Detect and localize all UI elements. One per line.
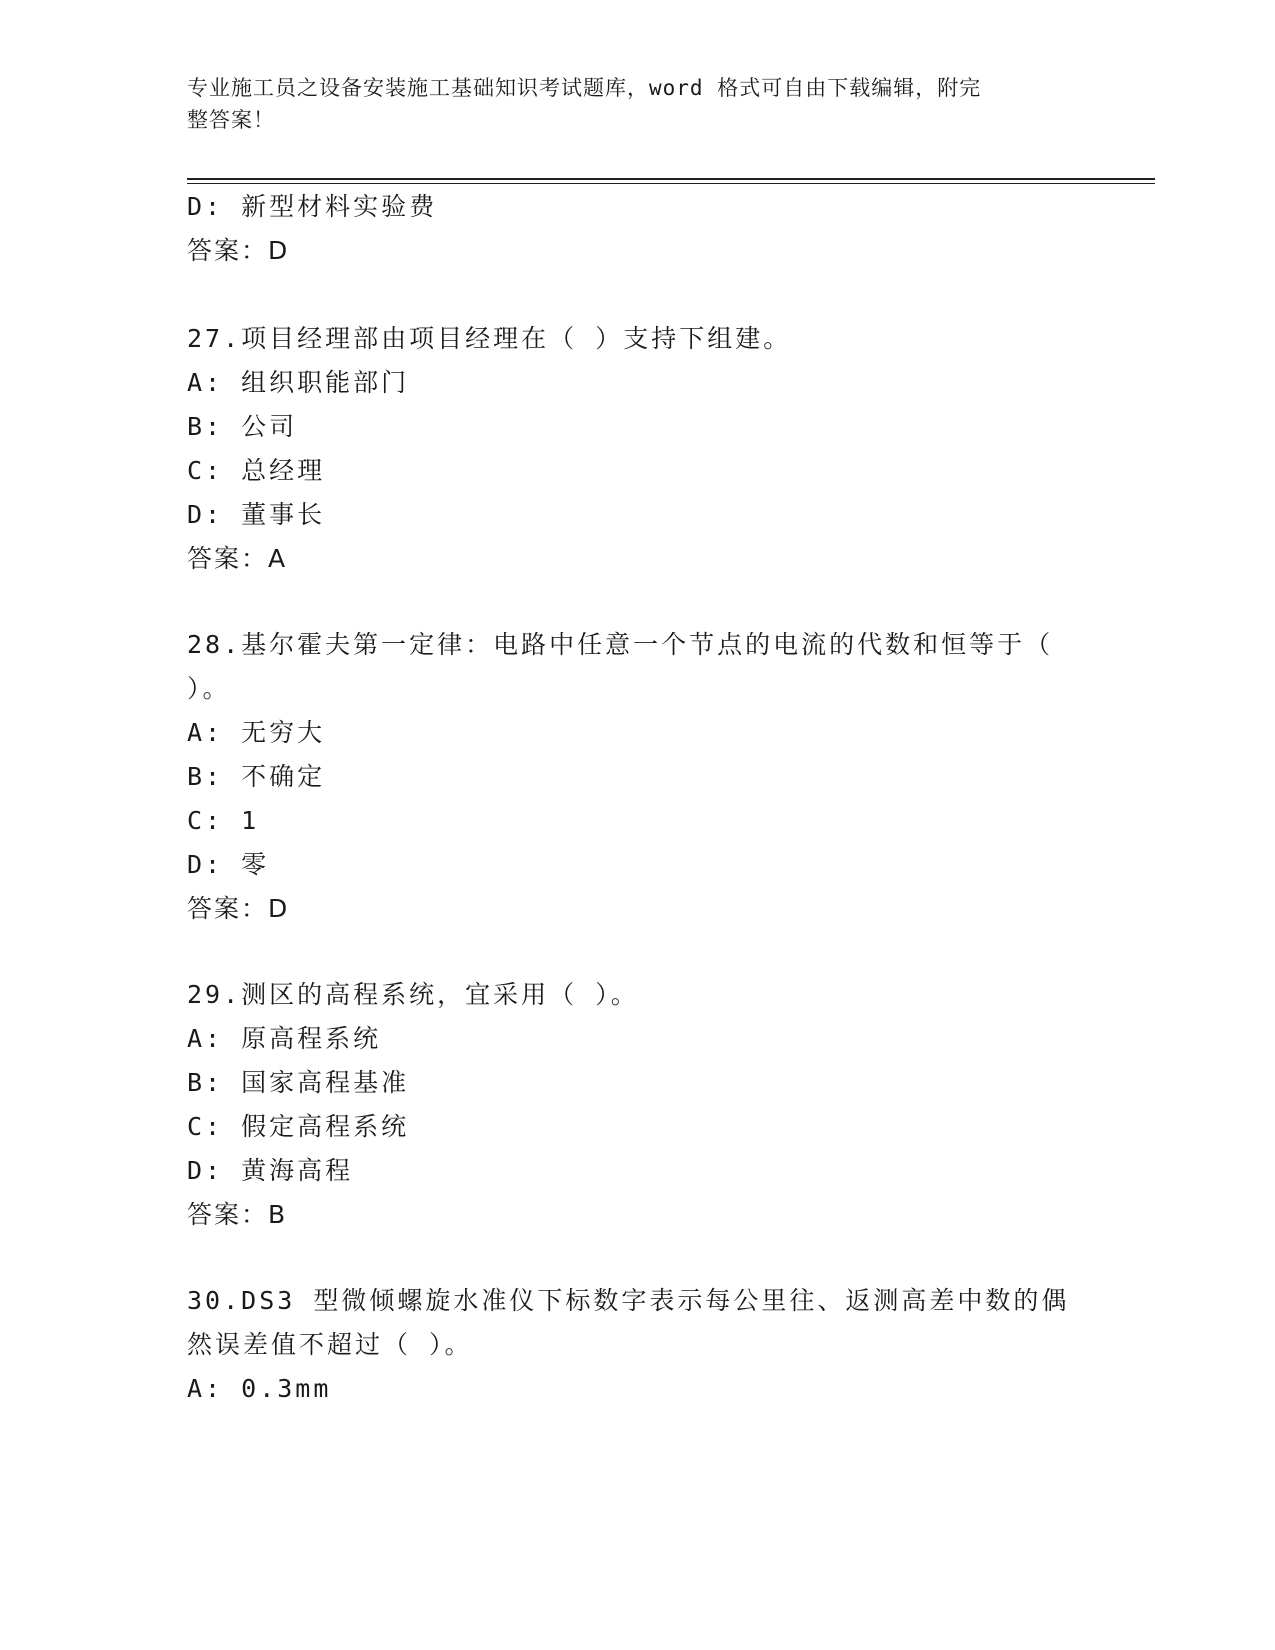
option-a: A: 组织职能部门 bbox=[187, 368, 410, 397]
option-d: D: 董事长 bbox=[187, 500, 326, 529]
option-b: B: 国家高程基准 bbox=[187, 1068, 410, 1097]
option-b: B: 公司 bbox=[187, 412, 298, 441]
document-header bbox=[187, 72, 1057, 136]
header-divider-thin bbox=[187, 183, 1155, 184]
option-a: A: 无穷大 bbox=[187, 718, 326, 747]
question-stem-28-cont: ）。 bbox=[187, 674, 231, 703]
option-c: C: 假定高程系统 bbox=[187, 1112, 410, 1141]
header-divider-thick bbox=[187, 178, 1155, 180]
answer-line: 答案：D bbox=[187, 894, 290, 923]
answer-line: 答案：A bbox=[187, 544, 288, 573]
option-d: D: 新型材料实验费 bbox=[187, 192, 438, 221]
answer-line: 答案：D bbox=[187, 236, 290, 265]
question-stem-30-cont: 然误差值不超过（ ）。 bbox=[187, 1330, 473, 1359]
question-stem-29: 29.测区的高程系统，宜采用（ ）。 bbox=[187, 980, 639, 1009]
option-d: D: 零 bbox=[187, 850, 270, 879]
question-stem-28: 28.基尔霍夫第一定律：电路中任意一个节点的电流的代数和恒等于（ bbox=[187, 630, 1054, 659]
option-a: A: 0.3mm bbox=[187, 1374, 332, 1403]
option-c: C: 总经理 bbox=[187, 456, 326, 485]
option-b: B: 不确定 bbox=[187, 762, 326, 791]
option-c: C: 1 bbox=[187, 806, 260, 835]
question-stem-27: 27.项目经理部由项目经理在（ ）支持下组建。 bbox=[187, 324, 792, 353]
option-d: D: 黄海高程 bbox=[187, 1156, 354, 1185]
answer-line: 答案：B bbox=[187, 1200, 288, 1229]
header-line-2: 整答案！ bbox=[187, 108, 275, 132]
option-a: A: 原高程系统 bbox=[187, 1024, 382, 1053]
question-stem-30: 30.DS3 型微倾螺旋水准仪下标数字表示每公里往、返测高差中数的偶 bbox=[187, 1286, 1070, 1315]
header-line-1: 专业施工员之设备安装施工基础知识考试题库，word 格式可自由下载编辑，附完 bbox=[187, 76, 982, 100]
